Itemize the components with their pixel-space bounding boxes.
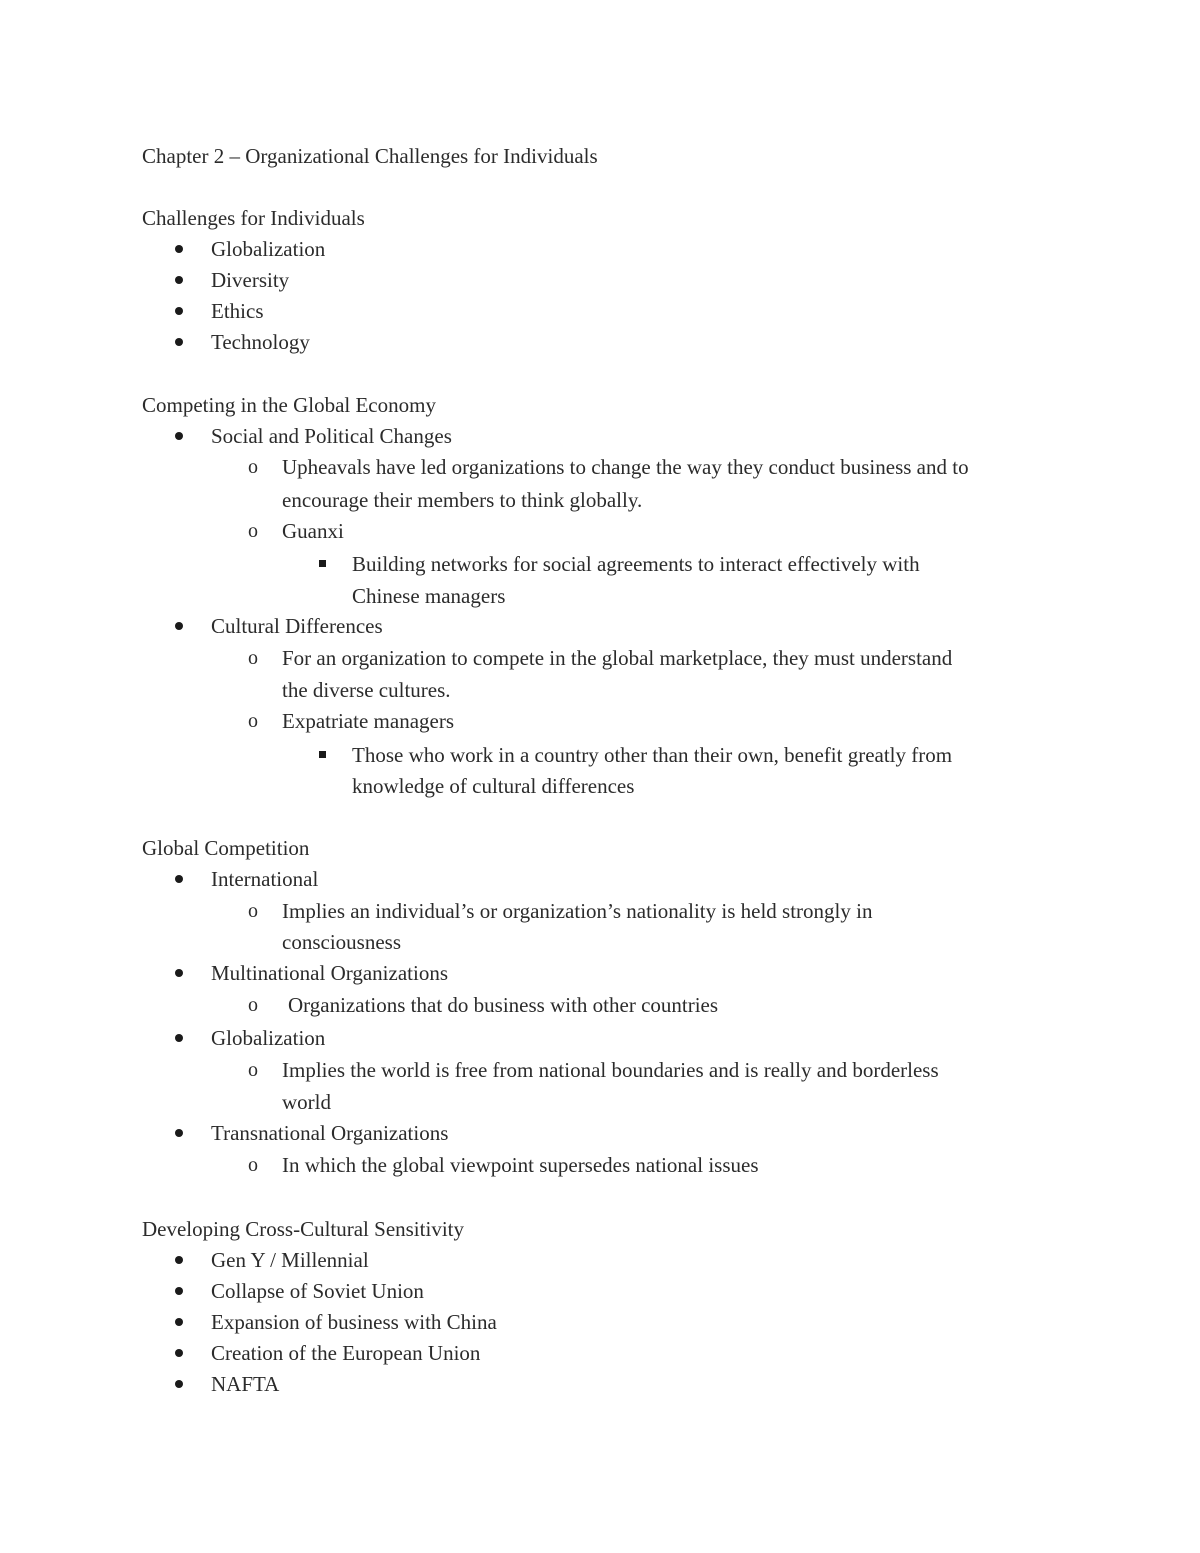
- bullet-circle: o: [248, 1154, 258, 1176]
- bullet-circle: o: [248, 520, 258, 542]
- bullet-disc: [175, 1380, 183, 1388]
- bullet-square: [319, 751, 326, 758]
- list-item: Organizations that do business with other countries: [288, 993, 719, 1017]
- bullet-disc: [175, 1287, 183, 1295]
- list-item: Multinational Organizations: [211, 961, 448, 985]
- list-item: Expansion of business with China: [211, 1310, 497, 1334]
- bullet-disc: [175, 1318, 183, 1326]
- bullet-disc: [175, 622, 183, 630]
- list-item: Globalization: [211, 237, 326, 261]
- bullet-circle: o: [248, 456, 258, 478]
- section-heading-competing: Competing in the Global Economy: [142, 393, 436, 417]
- bullet-disc: [175, 1129, 183, 1137]
- list-item: International: [211, 867, 319, 891]
- list-item: Those who work in a country other than their own, benefit greatly from: [352, 743, 953, 767]
- list-item-continuation: encourage their members to think globally.: [282, 488, 643, 512]
- list-item: Upheavals have led organizations to change the way they conduct business and to: [282, 455, 969, 479]
- bullet-disc: [175, 1034, 183, 1042]
- list-item: Technology: [211, 330, 310, 354]
- list-item: Globalization: [211, 1026, 326, 1050]
- page-title: Chapter 2 – Organizational Challenges for Individuals: [142, 144, 598, 168]
- list-item: Building networks for social agreements to interact effectively with: [352, 552, 920, 576]
- list-item: Gen Y / Millennial: [211, 1248, 369, 1272]
- bullet-disc: [175, 969, 183, 977]
- bullet-disc: [175, 276, 183, 284]
- list-item: In which the global viewpoint supersedes national issues: [282, 1153, 759, 1177]
- list-item-continuation: world: [282, 1090, 331, 1114]
- bullet-square: [319, 560, 326, 567]
- bullet-disc: [175, 338, 183, 346]
- bullet-disc: [175, 432, 183, 440]
- list-item: Transnational Organizations: [211, 1121, 449, 1145]
- list-item: Cultural Differences: [211, 614, 383, 638]
- section-heading-cross-cultural: Developing Cross-Cultural Sensitivity: [142, 1217, 464, 1241]
- list-item-continuation: the diverse cultures.: [282, 678, 451, 702]
- list-item: Expatriate managers: [282, 709, 454, 733]
- bullet-circle: o: [248, 994, 258, 1016]
- list-item: Collapse of Soviet Union: [211, 1279, 424, 1303]
- bullet-disc: [175, 1256, 183, 1264]
- bullet-disc: [175, 307, 183, 315]
- list-item: Social and Political Changes: [211, 424, 452, 448]
- list-item: Ethics: [211, 299, 264, 323]
- list-item: Implies the world is free from national boundaries and is really and borderless: [282, 1058, 939, 1082]
- bullet-circle: o: [248, 710, 258, 732]
- section-heading-challenges: Challenges for Individuals: [142, 206, 365, 230]
- list-item: Guanxi: [282, 519, 344, 543]
- bullet-circle: o: [248, 1059, 258, 1081]
- list-item-continuation: Chinese managers: [352, 584, 506, 608]
- bullet-disc: [175, 1349, 183, 1357]
- list-item-continuation: knowledge of cultural differences: [352, 774, 635, 798]
- list-item: NAFTA: [211, 1372, 280, 1396]
- bullet-circle: o: [248, 647, 258, 669]
- bullet-circle: o: [248, 900, 258, 922]
- list-item: For an organization to compete in the global marketplace, they must understand: [282, 646, 953, 670]
- bullet-disc: [175, 875, 183, 883]
- list-item: Diversity: [211, 268, 290, 292]
- list-item-continuation: consciousness: [282, 930, 401, 954]
- section-heading-global-competition: Global Competition: [142, 836, 310, 860]
- bullet-disc: [175, 245, 183, 253]
- list-item: Creation of the European Union: [211, 1341, 481, 1365]
- list-item: Implies an individual’s or organization’s nationality is held strongly in: [282, 899, 873, 923]
